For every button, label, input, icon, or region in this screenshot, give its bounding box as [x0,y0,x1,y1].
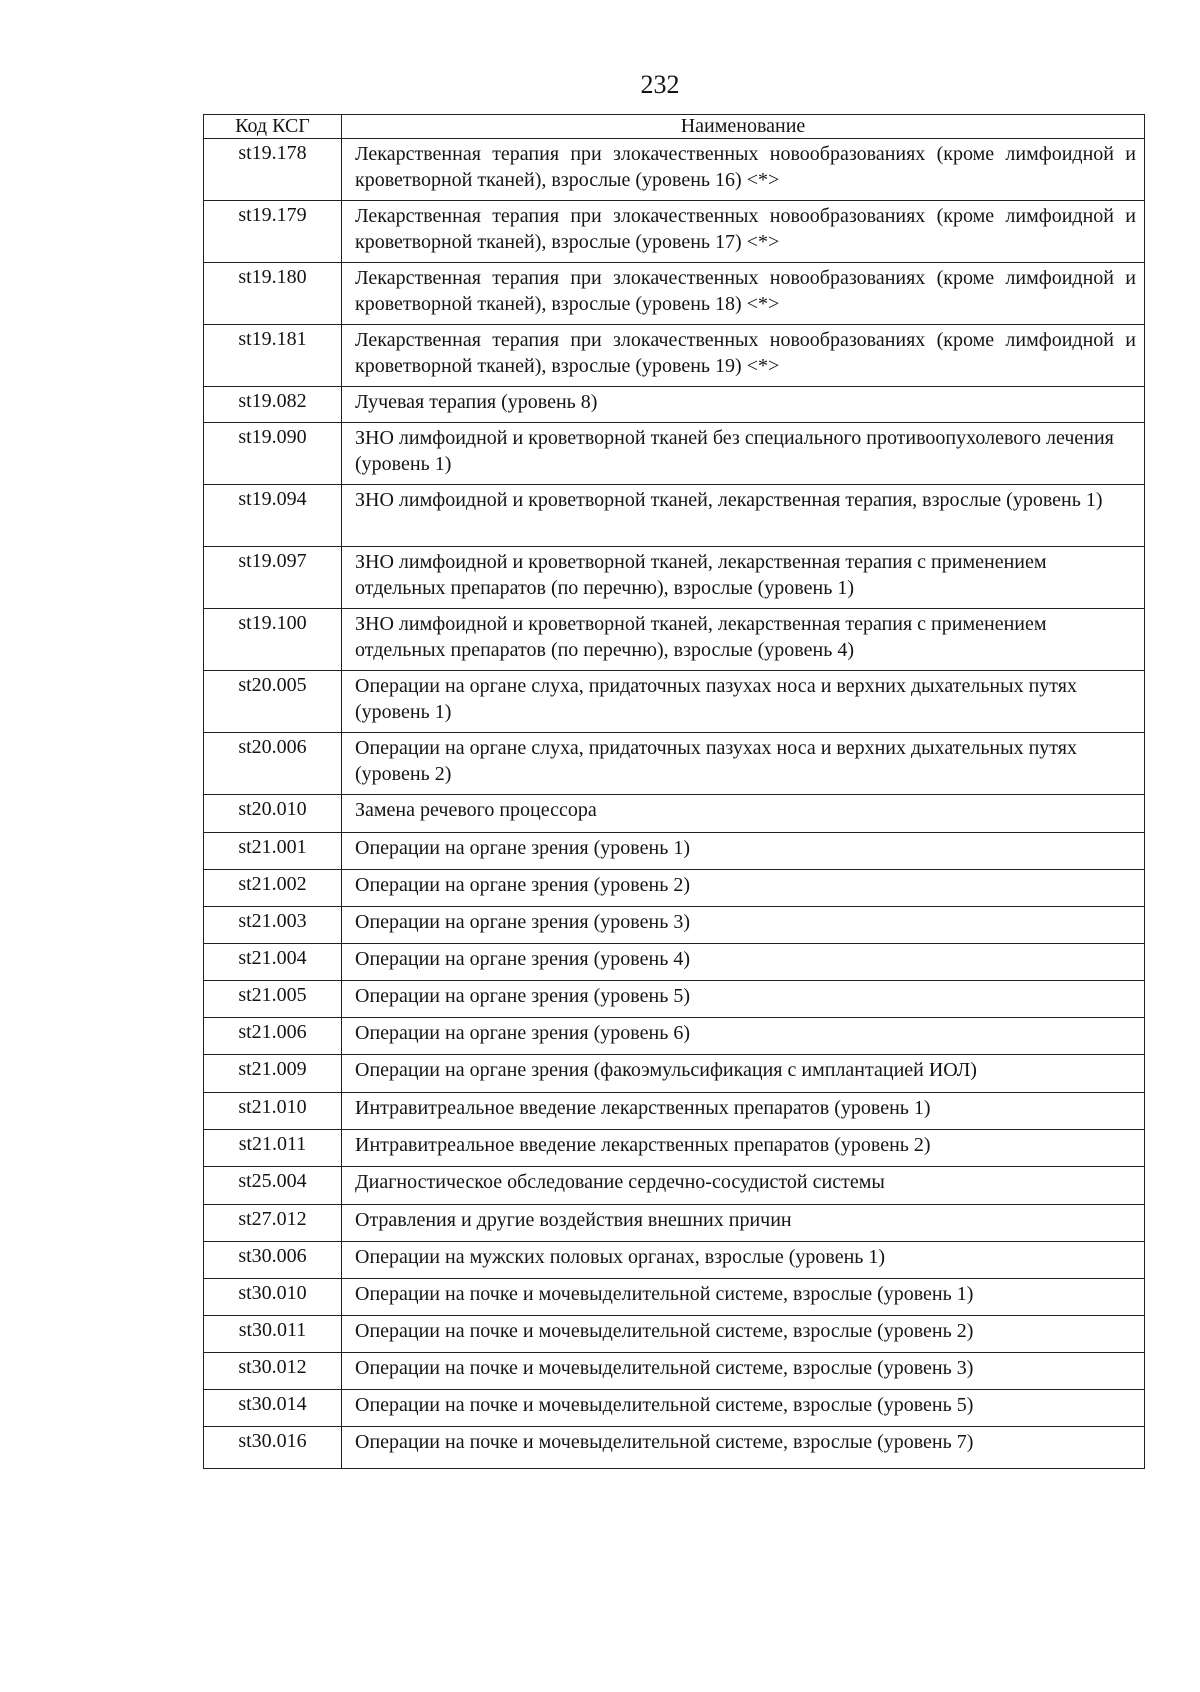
table-row [204,1242,1145,1279]
table-row [204,870,1145,907]
ksg-code-cell: st19.178 [204,139,342,201]
ksg-code-cell: st21.006 [204,1018,342,1055]
ksg-name-cell: Диагностическое обследование сердечно-сосудистой системы [342,1167,1145,1205]
table-header-row [204,115,1145,139]
ksg-code-cell: st19.100 [204,609,342,671]
ksg-name-cell: Лекарственная терапия при злокачественных новообразованиях (кроме лимфоидной и кроветворной тканей), взрослые (уровень 19) <*> [342,325,1145,387]
ksg-code-cell: st21.005 [204,981,342,1018]
table-row [204,944,1145,981]
ksg-code-cell: st21.009 [204,1055,342,1093]
ksg-code-cell: st30.010 [204,1279,342,1316]
ksg-code-cell: st19.180 [204,263,342,325]
ksg-code-cell: st19.094 [204,485,342,547]
ksg-name-cell: Операции на органе зрения (уровень 4) [342,944,1145,981]
table-row [204,1018,1145,1055]
table-row [204,547,1145,609]
table-row [204,833,1145,870]
ksg-name-cell: Операции на органе зрения (уровень 5) [342,981,1145,1018]
ksg-code-cell: st30.006 [204,1242,342,1279]
ksg-code-cell: st25.004 [204,1167,342,1205]
ksg-name-cell: Операции на органе зрения (уровень 3) [342,907,1145,944]
ksg-name-cell: Операции на органе слуха, придаточных пазухах носа и верхних дыхательных путях (уровень 2) [342,733,1145,795]
ksg-name-cell: Операции на почке и мочевыделительной системе, взрослые (уровень 2) [342,1316,1145,1353]
table-row [204,423,1145,485]
ksg-name-cell: Лекарственная терапия при злокачественных новообразованиях (кроме лимфоидной и кроветворной тканей), взрослые (уровень 17) <*> [342,201,1145,263]
ksg-name-cell: Лекарственная терапия при злокачественных новообразованиях (кроме лимфоидной и кроветворной тканей), взрослые (уровень 18) <*> [342,263,1145,325]
table-row [204,1055,1145,1093]
ksg-code-cell: st20.005 [204,671,342,733]
ksg-code-cell: st19.097 [204,547,342,609]
table-row [204,1167,1145,1205]
ksg-code-cell: st21.011 [204,1130,342,1167]
ksg-name-cell: Интравитреальное введение лекарственных препаратов (уровень 2) [342,1130,1145,1167]
table-row [204,907,1145,944]
table-row [204,1390,1145,1427]
table-row [204,387,1145,423]
ksg-name-cell: Операции на органе зрения (уровень 2) [342,870,1145,907]
ksg-name-cell: Операции на почке и мочевыделительной системе, взрослые (уровень 7) [342,1427,1145,1469]
table-row [204,1279,1145,1316]
ksg-name-cell: Лучевая терапия (уровень 8) [342,387,1145,423]
table-row [204,1093,1145,1130]
ksg-code-cell: st19.090 [204,423,342,485]
ksg-name-cell: ЗНО лимфоидной и кроветворной тканей, лекарственная терапия с применением отдельных препаратов (по перечню), взрослые (уровень 4) [342,609,1145,671]
ksg-code-cell: st21.002 [204,870,342,907]
table-body [204,139,1145,1469]
ksg-code-cell: st21.010 [204,1093,342,1130]
ksg-name-cell: Операции на органе слуха, придаточных пазухах носа и верхних дыхательных путях (уровень 1) [342,671,1145,733]
ksg-code-cell: st30.014 [204,1390,342,1427]
ksg-name-cell: Отравления и другие воздействия внешних причин [342,1205,1145,1242]
ksg-name-cell: Операции на органе зрения (уровень 1) [342,833,1145,870]
table-row [204,325,1145,387]
ksg-name-cell: Операции на мужских половых органах, взрослые (уровень 1) [342,1242,1145,1279]
header-name: Наименование [342,115,1145,139]
table-row [204,263,1145,325]
table-row [204,1205,1145,1242]
ksg-code-cell: st19.181 [204,325,342,387]
ksg-name-cell: Замена речевого процессора [342,795,1145,833]
table-row [204,671,1145,733]
table-row [204,609,1145,671]
ksg-code-cell: st21.003 [204,907,342,944]
table-row [204,1353,1145,1390]
ksg-name-cell: ЗНО лимфоидной и кроветворной тканей, лекарственная терапия, взрослые (уровень 1) [342,485,1145,547]
ksg-code-cell: st20.006 [204,733,342,795]
ksg-name-cell: Интравитреальное введение лекарственных препаратов (уровень 1) [342,1093,1145,1130]
ksg-name-cell: Операции на органе зрения (уровень 6) [342,1018,1145,1055]
ksg-name-cell: Лекарственная терапия при злокачественных новообразованиях (кроме лимфоидной и кроветворной тканей), взрослые (уровень 16) <*> [342,139,1145,201]
ksg-code-cell: st20.010 [204,795,342,833]
table-row [204,201,1145,263]
ksg-code-cell: st30.012 [204,1353,342,1390]
table-row [204,1130,1145,1167]
table-row [204,1316,1145,1353]
table-row [204,139,1145,201]
ksg-name-cell: ЗНО лимфоидной и кроветворной тканей без специального противоопухолевого лечения (уровень 1) [342,423,1145,485]
page-number: 232 [640,70,680,99]
table-row [204,485,1145,547]
ksg-code-cell: st19.179 [204,201,342,263]
ksg-name-cell: Операции на почке и мочевыделительной системе, взрослые (уровень 1) [342,1279,1145,1316]
header-code: Код КСГ [204,115,342,139]
ksg-name-cell: Операции на почке и мочевыделительной системе, взрослые (уровень 5) [342,1390,1145,1427]
ksg-name-cell: Операции на почке и мочевыделительной системе, взрослые (уровень 3) [342,1353,1145,1390]
table-row [204,733,1145,795]
ksg-name-cell: Операции на органе зрения (факоэмульсификация с имплантацией ИОЛ) [342,1055,1145,1093]
ksg-name-cell: ЗНО лимфоидной и кроветворной тканей, лекарственная терапия с применением отдельных препаратов (по перечню), взрослые (уровень 1) [342,547,1145,609]
ksg-code-cell: st30.011 [204,1316,342,1353]
ksg-code-cell: st27.012 [204,1205,342,1242]
ksg-code-cell: st21.004 [204,944,342,981]
table-row [204,981,1145,1018]
ksg-code-cell: st19.082 [204,387,342,423]
table-row [204,1427,1145,1469]
ksg-code-cell: st30.016 [204,1427,342,1469]
ksg-code-cell: st21.001 [204,833,342,870]
table-row [204,795,1145,833]
ksg-table [203,114,1145,1469]
